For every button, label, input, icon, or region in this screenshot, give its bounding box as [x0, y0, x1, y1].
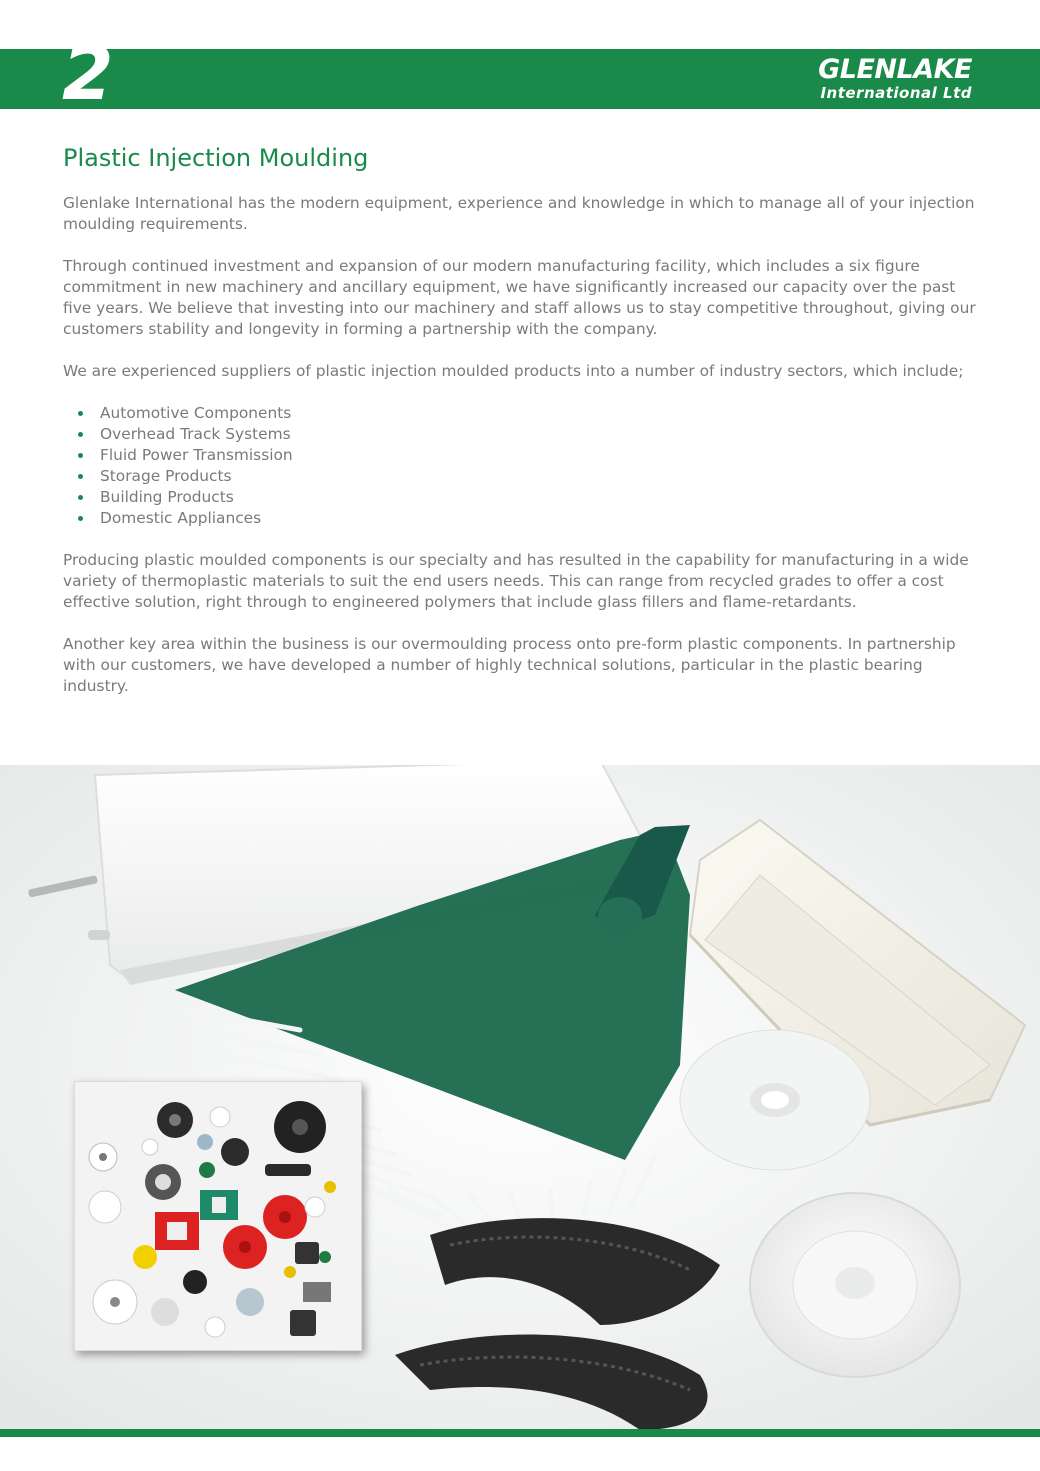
list-item-label: Storage Products — [100, 467, 232, 485]
components-illustration — [75, 1082, 361, 1350]
list-item-label: Overhead Track Systems — [100, 425, 291, 443]
bullet-icon — [78, 453, 83, 458]
logo-subtitle: International Ltd — [820, 84, 972, 102]
list-item — [100, 487, 983, 508]
page-number: 2 — [62, 31, 112, 117]
bullet-icon — [78, 495, 83, 500]
list-item — [100, 445, 983, 466]
body-content — [63, 193, 983, 718]
list-item-label: Building Products — [100, 488, 234, 506]
logo-brand: GLENLAKE — [818, 54, 972, 85]
components-inset-photo — [74, 1081, 362, 1351]
list-item-label: Domestic Appliances — [100, 509, 262, 527]
list-item — [100, 508, 983, 529]
footer-bar — [0, 1429, 1040, 1437]
overmoulding-paragraph: Another key area within the business is our overmoulding process onto pre-form plastic components. In partnership with our customers, we have developed a number of highly technical solutions, particular in the plastic bearing industry. — [63, 635, 956, 695]
bullet-icon — [78, 516, 83, 521]
white-wheel — [750, 1193, 960, 1377]
bullet-icon — [78, 432, 83, 437]
list-item — [100, 466, 983, 487]
intro-paragraph: Glenlake International has the modern equipment, experience and knowledge in which to manage all of your injection moulding requirements. — [63, 194, 975, 233]
investment-paragraph: Through continued investment and expansion of our modern manufacturing facility, which includes a six figure commitment in new machinery and ancillary equipment, we have significantly increased our capacity over the past five years. We believe that investing into our machinery and staff allows us to stay competitive throughout, giving our customers stability and longevity in forming a partnership with the company. — [63, 257, 976, 338]
materials-paragraph: Producing plastic moulded components is our specialty and has resulted in the capability for manufacturing in a wide variety of thermoplastic materials to suit the end users needs. This can range from recycled grades to offer a cost effective solution, right through to engineered polymers that include glass fillers and flame-retardants. — [63, 551, 969, 611]
list-item-label: Fluid Power Transmission — [100, 446, 293, 464]
white-cone — [680, 1030, 870, 1170]
page-title: Plastic Injection Moulding — [63, 144, 369, 172]
list-item-label: Automotive Components — [100, 404, 292, 422]
sectors-list — [63, 403, 983, 529]
bullet-icon — [78, 411, 83, 416]
sectors-intro-paragraph: We are experienced suppliers of plastic injection moulded products into a number of industry sectors, which include; — [63, 362, 964, 380]
list-item — [100, 424, 983, 445]
bullet-icon — [78, 474, 83, 479]
company-logo — [792, 56, 972, 106]
list-item — [100, 403, 983, 424]
